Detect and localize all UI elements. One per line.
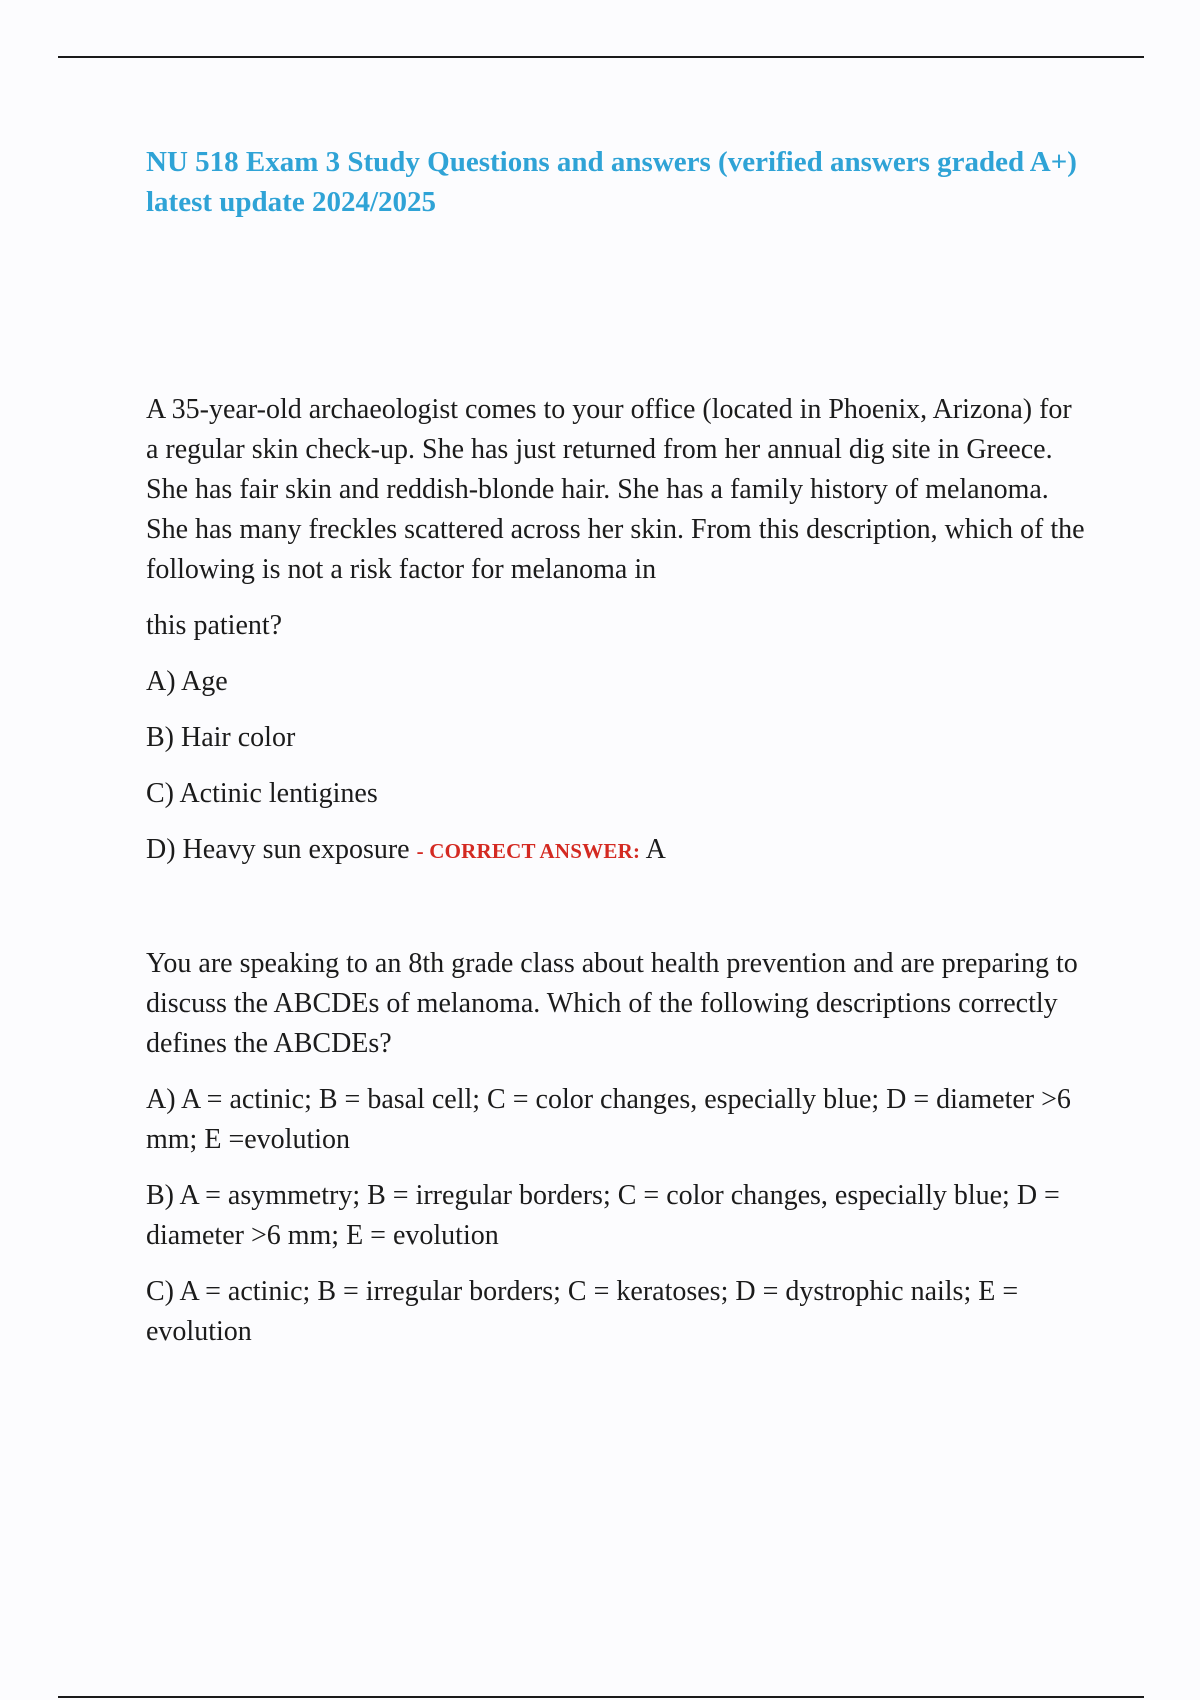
question-2-option-a: A) A = actinic; B = basal cell; C = color changes, especially blue; D = diameter >6 mm; E =evolution (146, 1084, 1071, 1155)
question-2-option-b: B) A = asymmetry; B = irregular borders; C = color changes, especially blue; D = diameter >6 mm; E = evolution (146, 1180, 1060, 1251)
top-rule (58, 56, 1144, 58)
bottom-rule (58, 1696, 1144, 1698)
document-body (146, 142, 1086, 1352)
question-1-option-b: B) Hair color (146, 722, 296, 753)
question-1-option-d (146, 830, 1086, 871)
question-1 (146, 390, 1086, 871)
question-1-stem-continued: this patient? (146, 610, 283, 641)
correct-answer-value: A (645, 834, 666, 865)
question-2 (146, 944, 1086, 1352)
question-1-stem: A 35-year-old archaeologist comes to your office (located in Phoenix, Arizona) for a regular skin check-up. She has just returned from her annual dig site in Greece. She has fair skin and reddish-blonde hair. She has a family history of melanoma. She has many freckles scattered across her skin. From this description, which of the following is not a risk factor for melanoma in (146, 394, 1085, 585)
question-2-option-c: C) A = actinic; B = irregular borders; C = keratoses; D = dystrophic nails; E = evolution (146, 1276, 1019, 1347)
question-1-option-d-text: D) Heavy sun exposure (146, 834, 410, 865)
question-1-option-a: A) Age (146, 666, 228, 697)
document-title: NU 518 Exam 3 Study Questions and answers (verified answers graded A+) latest update 2024/2025 (146, 146, 1077, 218)
question-1-option-c: C) Actinic lentigines (146, 778, 378, 809)
question-2-stem: You are speaking to an 8th grade class about health prevention and are preparing to discuss the ABCDEs of melanoma. Which of the following descriptions correctly defines the ABCDEs? (146, 948, 1078, 1059)
correct-answer-label: - CORRECT ANSWER: (416, 839, 641, 863)
